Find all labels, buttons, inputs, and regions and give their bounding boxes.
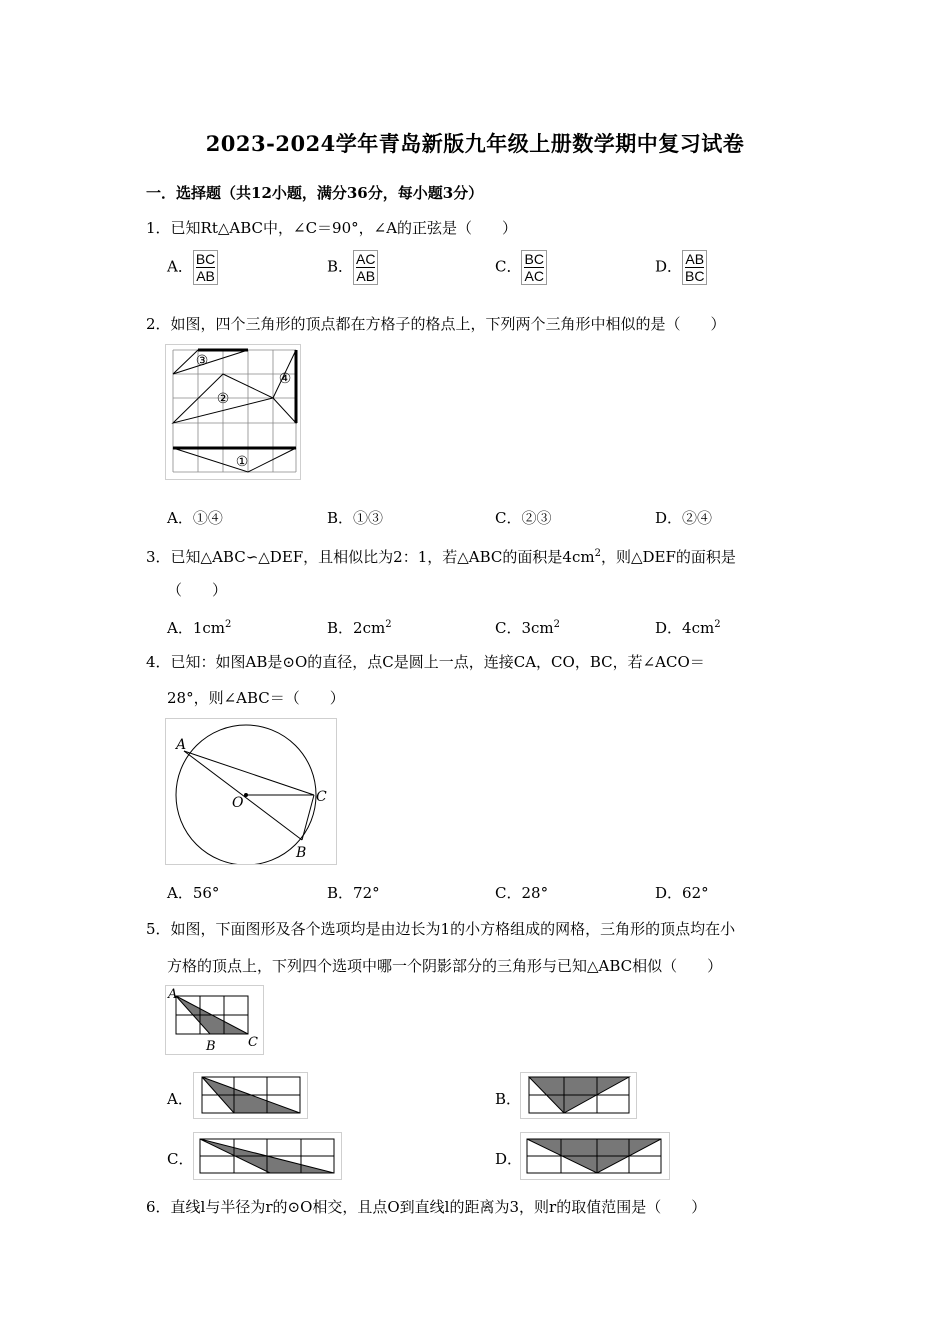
fraction bbox=[193, 250, 218, 285]
superscript: 2 bbox=[714, 619, 721, 630]
numerator: AB bbox=[685, 251, 705, 267]
question-5-option-a-label: A． bbox=[167, 1090, 193, 1108]
label-c: C bbox=[316, 789, 327, 805]
question-5-option-b-figure bbox=[520, 1072, 637, 1119]
question-5-stem-line-2: 方格的顶点上，下列四个选项中哪一个阴影部分的三角形与已知△ABC相似（ ） bbox=[167, 957, 723, 975]
question-3-option-c bbox=[495, 615, 560, 638]
option-text: A．1cm bbox=[167, 619, 226, 637]
question-6-stem: 6．直线l与半径为r的⊙O相交，且点O到直线l的距离为3，则r的取值范围是（ ） bbox=[146, 1198, 707, 1216]
superscript: 2 bbox=[225, 619, 232, 630]
option-text: C．3cm bbox=[495, 619, 554, 637]
label-4: ④ bbox=[278, 371, 292, 387]
question-1-stem: 1．已知Rt△ABC中，∠C＝90°，∠A的正弦是（ ） bbox=[146, 219, 518, 237]
numerator: BC bbox=[524, 251, 544, 267]
fraction bbox=[521, 250, 546, 285]
label-b: B bbox=[296, 845, 307, 861]
question-1-option-d bbox=[655, 250, 707, 285]
denominator: AB bbox=[356, 268, 376, 284]
superscript: 2 bbox=[385, 619, 392, 630]
question-3-stem-line-1 bbox=[146, 544, 736, 567]
label-1: ① bbox=[235, 454, 249, 470]
page-title: 2023-2024学年青岛新版九年级上册数学期中复习试卷 bbox=[205, 131, 745, 156]
question-1-option-a bbox=[167, 250, 218, 285]
question-4-option-b: B．72° bbox=[327, 884, 380, 902]
question-5-option-c-label: C． bbox=[167, 1150, 194, 1168]
fraction bbox=[353, 250, 378, 285]
option-label: D． bbox=[655, 257, 683, 276]
label-3: ③ bbox=[195, 353, 209, 369]
label-b: B bbox=[206, 1039, 216, 1054]
label-o: O bbox=[232, 795, 244, 811]
question-4-circle-figure bbox=[165, 718, 337, 865]
label-a: A bbox=[168, 987, 178, 1002]
question-4-option-d: D．62° bbox=[655, 884, 709, 902]
question-2-option-a: A．①④ bbox=[167, 509, 223, 527]
question-5-option-d-figure bbox=[520, 1132, 670, 1180]
question-3-stem-line-2: （ ） bbox=[167, 581, 228, 599]
stem-part-2: ，则△DEF的面积是 bbox=[600, 548, 736, 566]
superscript: 2 bbox=[553, 619, 561, 630]
option-label: A． bbox=[167, 257, 193, 276]
superscript: 2 bbox=[594, 548, 601, 559]
stem-part-1: 3．已知△ABC∽△DEF，且相似比为2：1，若△ABC的面积是4cm bbox=[146, 548, 595, 566]
question-2-grid-figure bbox=[165, 344, 301, 480]
question-5-option-a-figure bbox=[193, 1072, 308, 1119]
denominator: AB bbox=[196, 268, 215, 284]
question-3-option-a bbox=[167, 615, 231, 638]
question-5-option-d-label: D． bbox=[495, 1150, 523, 1168]
question-2-option-b: B．①③ bbox=[327, 509, 384, 527]
triangle-3 bbox=[173, 350, 248, 374]
question-5-stem-line-1: 5．如图，下面图形及各个选项均是由边长为1的小方格组成的网格，三角形的顶点均在小 bbox=[146, 920, 736, 938]
option-label: B． bbox=[327, 257, 354, 276]
question-2-option-c: C．②③ bbox=[495, 509, 552, 527]
section-heading: 一．选择题（共12小题，满分36分，每小题3分） bbox=[146, 184, 484, 202]
label-c: C bbox=[248, 1035, 258, 1050]
question-2-option-d: D．②④ bbox=[655, 509, 713, 527]
option-label: C． bbox=[495, 257, 522, 276]
question-4-stem-line-1: 4．已知：如图AB是⊙O的直径，点C是圆上一点，连接CA，CO，BC，若∠ACO＝ bbox=[146, 653, 705, 671]
question-4-option-a: A．56° bbox=[167, 884, 220, 902]
fraction bbox=[682, 250, 707, 285]
question-5-option-c-figure bbox=[193, 1132, 342, 1180]
question-2-stem: 2．如图，四个三角形的顶点都在方格子的格点上，下列两个三角形中相似的是（ ） bbox=[146, 315, 726, 333]
center-point bbox=[244, 793, 248, 797]
triangle-1 bbox=[173, 448, 296, 472]
numerator: AC bbox=[356, 251, 376, 267]
question-3-option-d bbox=[655, 615, 721, 638]
option-text: B．2cm bbox=[327, 619, 386, 637]
question-4-stem-line-2: 28°，则∠ABC＝（ ） bbox=[167, 689, 345, 707]
chord-ca bbox=[184, 751, 314, 795]
label-a: A bbox=[176, 737, 187, 753]
question-1-option-c bbox=[495, 250, 547, 285]
question-3-option-b bbox=[327, 615, 392, 638]
question-1-option-b bbox=[327, 250, 378, 285]
denominator: AC bbox=[524, 268, 544, 284]
question-5-given-figure bbox=[165, 985, 264, 1055]
denominator: BC bbox=[685, 268, 705, 284]
option-text: D．4cm bbox=[655, 619, 715, 637]
label-2: ② bbox=[216, 391, 230, 407]
question-5-option-b-label: B． bbox=[495, 1090, 522, 1108]
numerator: BC bbox=[195, 251, 216, 267]
question-4-option-c: C．28° bbox=[495, 884, 549, 902]
